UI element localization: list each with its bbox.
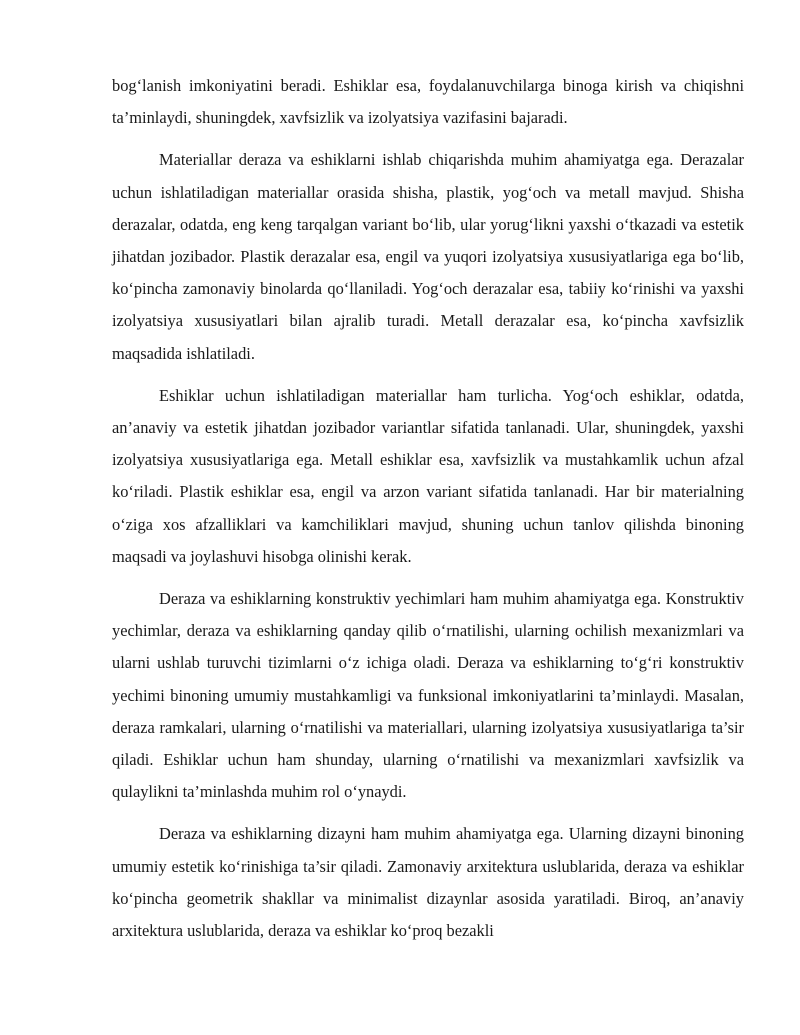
paragraph-constructive-solutions: Deraza va eshiklarning konstruktiv yechimlari ham muhim ahamiyatga ega. Konstruktiv yechimlar, deraza va eshiklarning qanday qilib o‘rnatilishi, ularning ochilish mexanizmlari va ularni ushlab turuvchi tizimlarni o‘z ichiga oladi. Deraza va eshiklarning to‘g‘ri konstruktiv yechimi binoning umumiy mustahkamligi va funksional imkoniyatlarini ta’minlaydi. Masalan, deraza ramkalari, ularning o‘rnatilishi va materiallari, ularning izolyatsiya xususiyatlariga ta’sir qiladi. Eshiklar uchun ham shunday, ularning o‘rnatilishi va mexanizmlari xavfsizlik va qulaylikni ta’minlashda muhim rol o‘ynaydi. [112, 589, 744, 802]
document-page [112, 70, 744, 947]
paragraph-materials-windows: Materiallar deraza va eshiklarni ishlab chiqarishda muhim ahamiyatga ega. Derazalar uchun ishlatiladigan materiallar orasida shisha, plastik, yog‘och va metall mavjud. Shisha derazalar, odatda, eng keng tarqalgan variant bo‘lib, ular yorug‘likni yaxshi o‘tkazadi va estetik jihatdan jozibador. Plastik derazalar esa, engil va yuqori izolyatsiya xususiyatlariga ega bo‘lib, ko‘pincha zamonaviy binolarda qo‘llaniladi. Yog‘och derazalar esa, tabiiy ko‘rinishi va yaxshi izolyatsiya xususiyatlari bilan ajralib turadi. Metall derazalar esa, ko‘pincha xavfsizlik maqsadida ishlatiladi. [112, 150, 744, 363]
paragraph-design: Deraza va eshiklarning dizayni ham muhim ahamiyatga ega. Ularning dizayni binoning umumiy estetik ko‘rinishiga ta’sir qiladi. Zamonaviy arxitektura uslublarida, deraza va eshiklar ko‘pincha geometrik shakllar va minimalist dizaynlar asosida yaratiladi. Biroq, an’anaviy arxitektura uslublarida, deraza va eshiklar ko‘proq bezakli [112, 824, 744, 941]
paragraph-continued: bog‘lanish imkoniyatini beradi. Eshiklar esa, foydalanuvchilarga binoga kirish va chiqishni ta’minlaydi, shuningdek, xavfsizlik va izolyatsiya vazifasini bajaradi. [112, 76, 744, 128]
paragraph-materials-doors: Eshiklar uchun ishlatiladigan materiallar ham turlicha. Yog‘och eshiklar, odatda, an’anaviy va estetik jihatdan jozibador variantlar sifatida tanlanadi. Ular, shuningdek, yaxshi izolyatsiya xususiyatlariga ega. Metall eshiklar esa, xavfsizlik va mustahkamlik uchun afzal ko‘riladi. Plastik eshiklar esa, engil va arzon variant sifatida tanlanadi. Har bir materialning o‘ziga xos afzalliklari va kamchiliklari mavjud, shuning uchun tanlov qilishda binoning maqsadi va joylashuvi hisobga olinishi kerak. [112, 385, 744, 566]
